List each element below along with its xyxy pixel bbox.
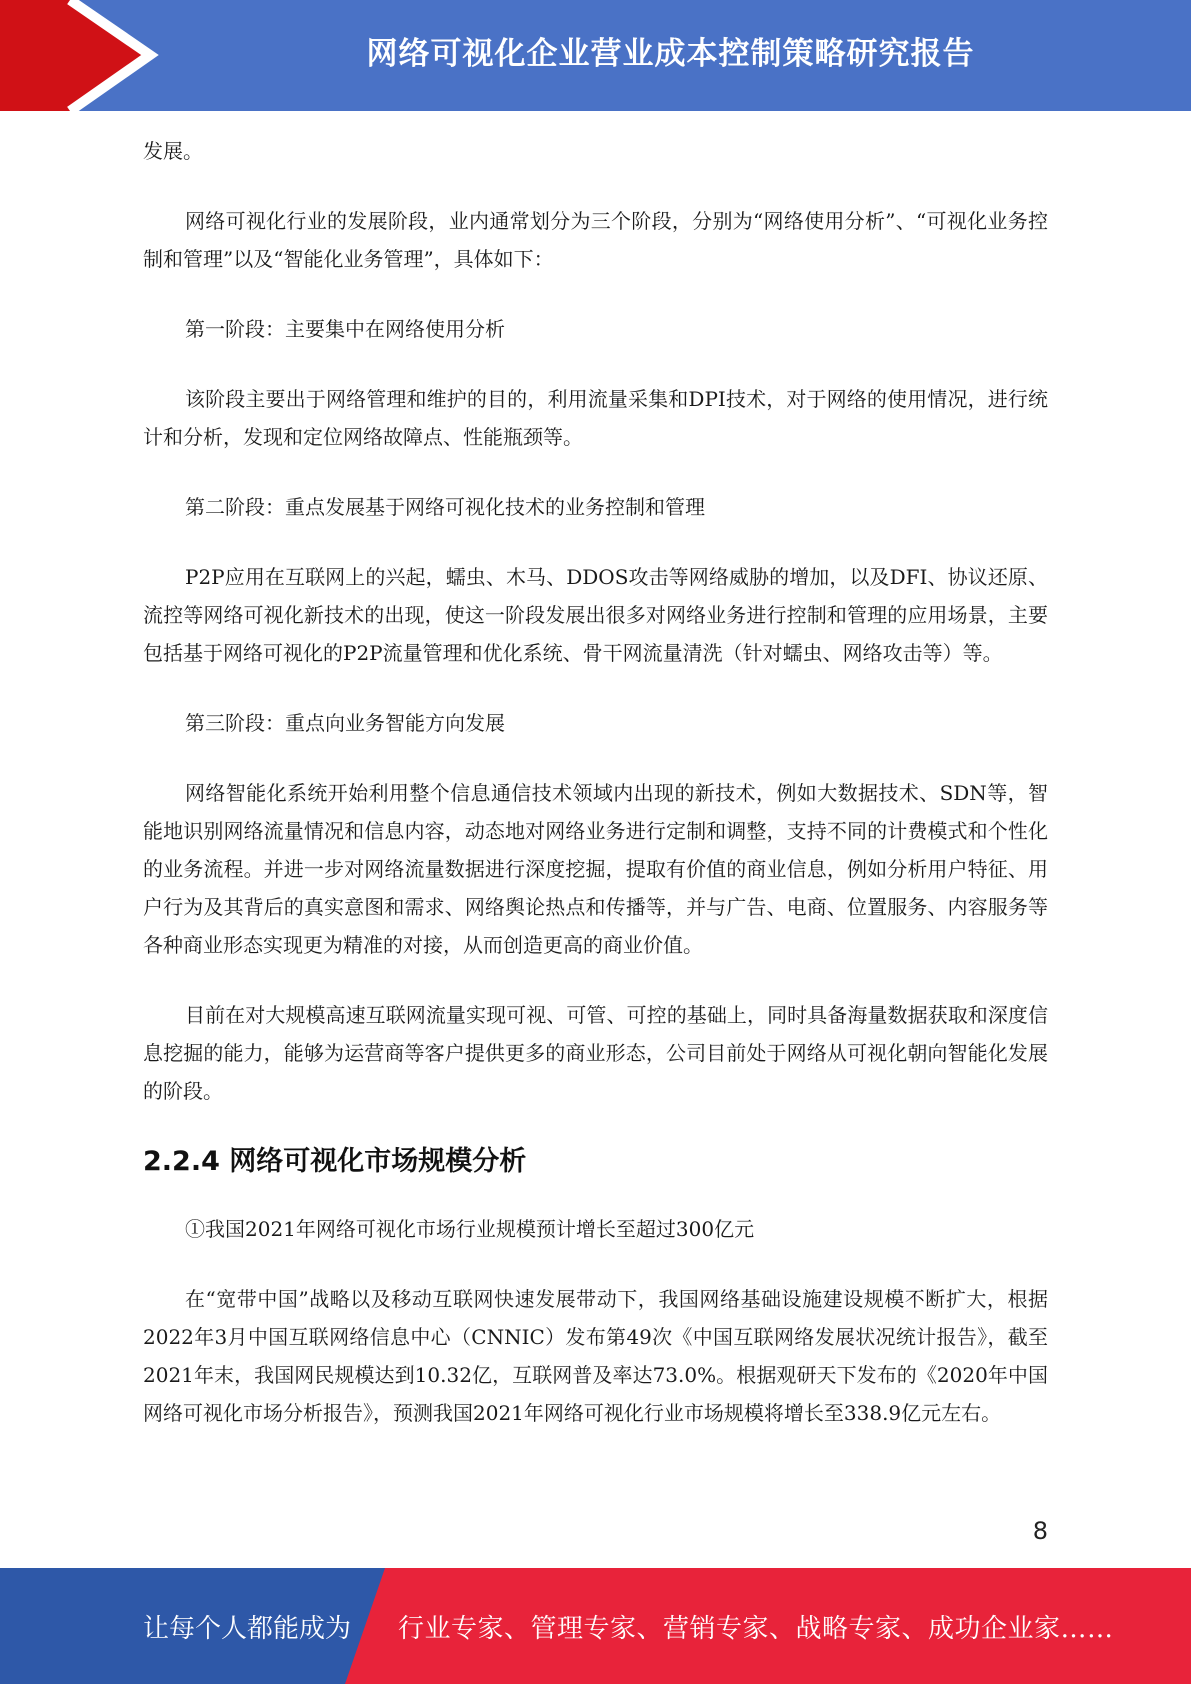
section-subtitle: ①我国2021年网络可视化市场行业规模预计增长至超过300亿元 <box>185 1217 755 1241</box>
report-title: 网络可视化企业营业成本控制策略研究报告 <box>366 35 975 72</box>
page-number: 8 <box>1032 1517 1048 1545</box>
section-heading: 2.2.4 网络可视化市场规模分析 <box>143 1146 527 1177</box>
footer-banner <box>0 1568 1191 1684</box>
stage-three-title: 第三阶段：重点向业务智能方向发展 <box>185 711 505 735</box>
paragraph: 目前在对大规模高速互联网流量实现可视、可管、可控的基础上，同时具备海量数据获取和深度信息挖掘的能力，能够为运营商等客户提供更多的商业形态，公司目前处于网络从可视化朝向智能化发展的阶段。 <box>143 1003 1048 1103</box>
paragraph: P2P应用在互联网上的兴起，蠕虫、木马、DDOS攻击等网络威胁的增加，以及DFI、协议还原、流控等网络可视化新技术的出现，使这一阶段发展出很多对网络业务进行控制和管理的应用场景，主要包括基于网络可视化的P2P流量管理和优化系统、骨干网流量清洗（针对蠕虫、网络攻击等）等。 <box>143 565 1048 665</box>
paragraph: 该阶段主要出于网络管理和维护的目的，利用流量采集和DPI技术，对于网络的使用情况，进行统计和分析，发现和定位网络故障点、性能瓶颈等。 <box>143 387 1048 449</box>
header-banner <box>0 0 1191 111</box>
paragraph: 发展。 <box>143 139 203 163</box>
stage-one-title: 第一阶段：主要集中在网络使用分析 <box>185 317 505 341</box>
stage-two-title: 第二阶段：重点发展基于网络可视化技术的业务控制和管理 <box>185 495 705 519</box>
footer-slogan-right: 行业专家、管理专家、营销专家、战略专家、成功企业家…… <box>398 1613 1114 1644</box>
page-content <box>143 132 1048 1464</box>
footer-slogan-left: 让每个人都能成为 <box>143 1613 352 1644</box>
paragraph: 在“宽带中国”战略以及移动互联网快速发展带动下，我国网络基础设施建设规模不断扩大，根据2022年3月中国互联网络信息中心（CNNIC）发布第49次《中国互联网络发展状况统计报告》，截至2021年末，我国网民规模达到10.32亿，互联网普及率达73.0%。根据观研天下发布的《2020年中国网络可视化市场分析报告》，预测我国2021年网络可视化行业市场规模将增长至338.9亿元左右。 <box>143 1287 1048 1425</box>
paragraph: 网络可视化行业的发展阶段，业内通常划分为三个阶段，分别为“网络使用分析”、“可视化业务控制和管理”以及“智能化业务管理”，具体如下： <box>143 209 1048 271</box>
paragraph: 网络智能化系统开始利用整个信息通信技术领域内出现的新技术，例如大数据技术、SDN等，智能地识别网络流量情况和信息内容，动态地对网络业务进行定制和调整，支持不同的计费模式和个性化的业务流程。并进一步对网络流量数据进行深度挖掘，提取有价值的商业信息，例如分析用户特征、用户行为及其背后的真实意图和需求、网络舆论热点和传播等，并与广告、电商、位置服务、内容服务等各种商业形态实现更为精准的对接，从而创造更高的商业价值。 <box>143 781 1048 957</box>
